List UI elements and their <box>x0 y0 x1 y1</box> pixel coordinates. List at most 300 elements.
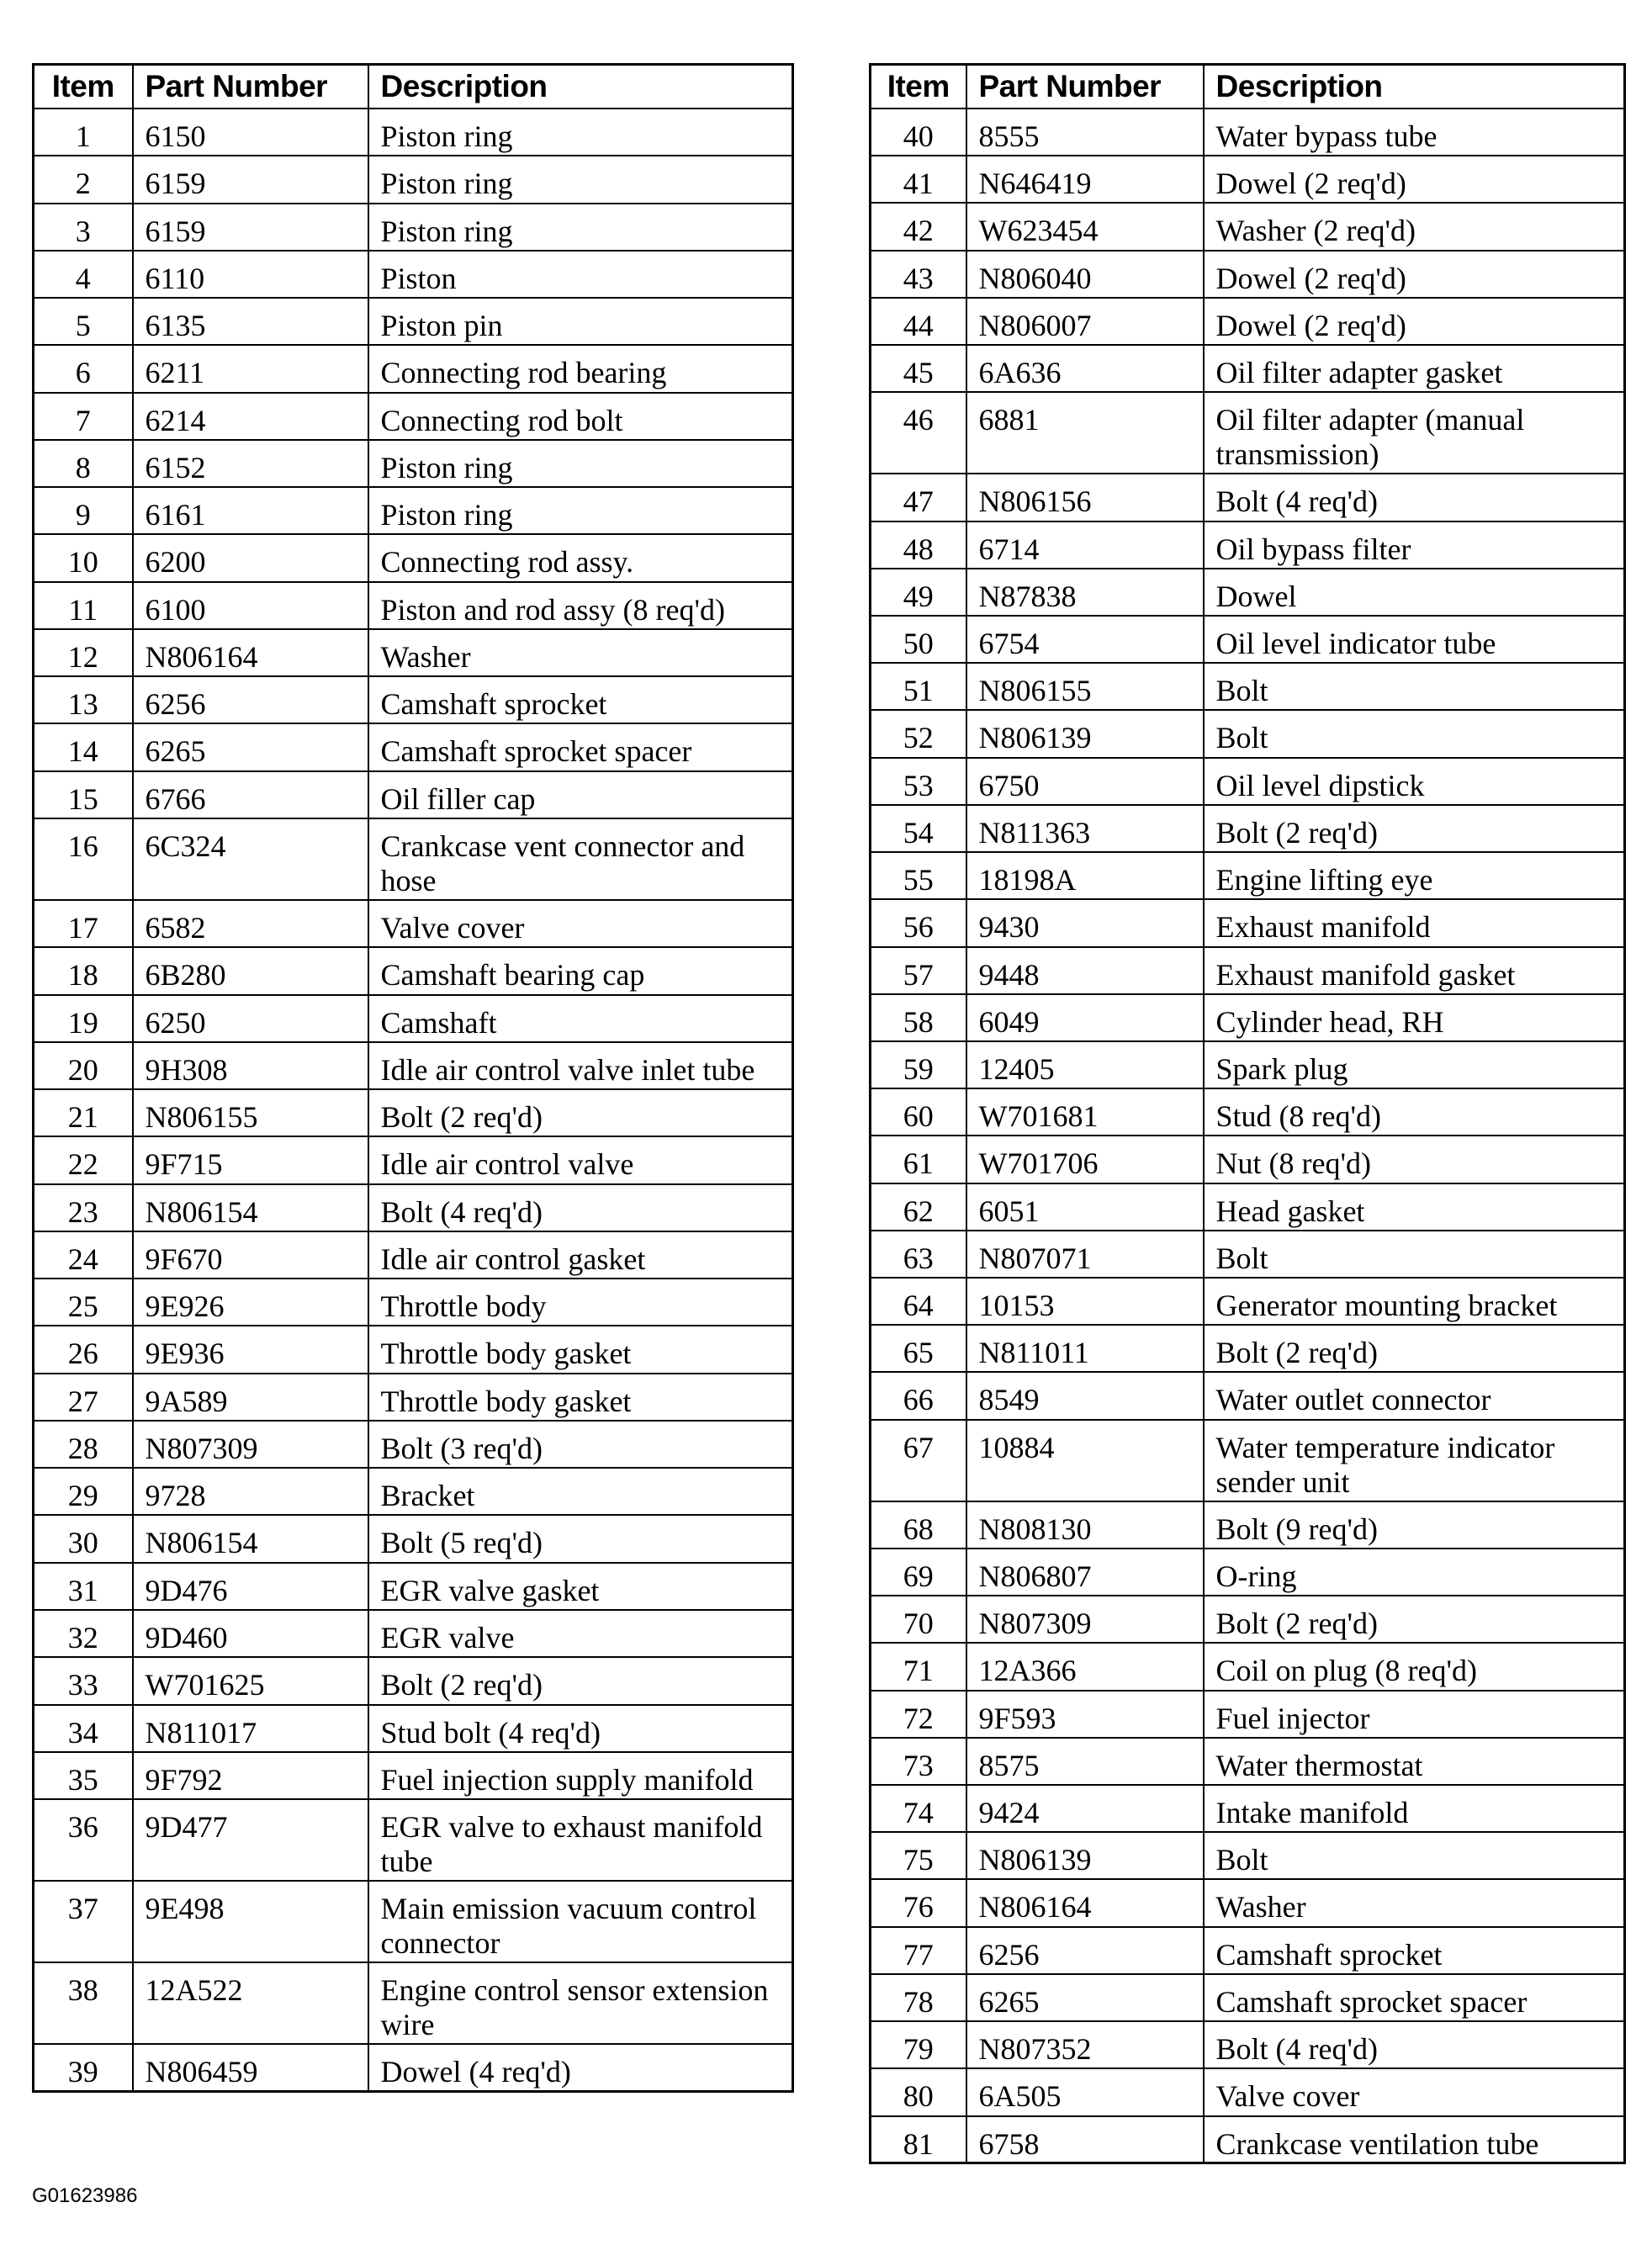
table-row <box>871 474 1625 521</box>
part-number-cell: 10153 <box>966 1278 1204 1325</box>
table-row <box>871 521 1625 569</box>
description-cell: EGR valve gasket <box>368 1563 793 1610</box>
table-row <box>871 1738 1625 1785</box>
table-row <box>871 1325 1625 1372</box>
part-number-cell: 12405 <box>966 1041 1204 1088</box>
table-row <box>34 1279 793 1326</box>
description-cell: Bolt (3 req'd) <box>368 1421 793 1468</box>
table-row <box>871 1879 1625 1926</box>
item-number-cell: 75 <box>871 1832 966 1879</box>
table-row <box>34 1468 793 1515</box>
part-number-cell: 6265 <box>133 723 368 770</box>
item-number-cell: 52 <box>871 710 966 757</box>
item-number-cell: 57 <box>871 947 966 994</box>
item-number-cell: 18 <box>34 947 133 994</box>
part-number-cell: 6049 <box>966 994 1204 1041</box>
part-number-cell: N811363 <box>966 805 1204 852</box>
table-row <box>871 947 1625 994</box>
description-cell: Camshaft bearing cap <box>368 947 793 994</box>
description-cell: Washer (2 req'd) <box>1204 203 1625 250</box>
table-row <box>34 771 793 818</box>
item-number-cell: 60 <box>871 1088 966 1136</box>
item-number-cell: 4 <box>34 251 133 298</box>
item-number-cell: 58 <box>871 994 966 1041</box>
description-cell: EGR valve <box>368 1610 793 1657</box>
description-cell: Camshaft sprocket <box>1204 1927 1625 1974</box>
table-row <box>34 582 793 629</box>
description-cell: Oil filler cap <box>368 771 793 818</box>
header-row <box>871 65 1625 109</box>
part-number-cell: 6159 <box>133 204 368 251</box>
description-cell: Water outlet connector <box>1204 1372 1625 1419</box>
description-cell: Water bypass tube <box>1204 109 1625 156</box>
description-cell: Piston ring <box>368 487 793 534</box>
part-number-cell: 6161 <box>133 487 368 534</box>
part-number-cell: 6758 <box>966 2116 1204 2163</box>
table-row <box>871 1691 1625 1738</box>
table-row <box>34 440 793 487</box>
item-number-cell: 40 <box>871 109 966 156</box>
item-number-cell: 73 <box>871 1738 966 1785</box>
part-number-cell: 6110 <box>133 251 368 298</box>
parts-table-right-body <box>871 109 1625 2163</box>
item-number-cell: 26 <box>34 1326 133 1373</box>
description-cell: Bolt (9 req'd) <box>1204 1501 1625 1549</box>
part-number-cell: 9430 <box>966 899 1204 946</box>
part-number-cell: W623454 <box>966 203 1204 250</box>
item-number-cell: 24 <box>34 1231 133 1279</box>
table-row <box>871 1183 1625 1231</box>
description-cell: Idle air control valve inlet tube <box>368 1042 793 1089</box>
item-number-cell: 27 <box>34 1374 133 1421</box>
part-number-cell: N806807 <box>966 1549 1204 1596</box>
table-row <box>34 1752 793 1799</box>
item-number-cell: 67 <box>871 1420 966 1501</box>
part-number-cell: N806154 <box>133 1515 368 1562</box>
item-number-cell: 12 <box>34 629 133 676</box>
item-number-cell: 49 <box>871 569 966 616</box>
part-number-cell: N806040 <box>966 251 1204 298</box>
table-row <box>871 1136 1625 1183</box>
item-number-cell: 69 <box>871 1549 966 1596</box>
header-item: Item <box>871 65 966 109</box>
part-number-cell: 8555 <box>966 109 1204 156</box>
item-number-cell: 45 <box>871 345 966 392</box>
table-row <box>34 345 793 392</box>
item-number-cell: 77 <box>871 1927 966 1974</box>
part-number-cell: 6766 <box>133 771 368 818</box>
part-number-cell: 6214 <box>133 393 368 440</box>
part-number-cell: N806459 <box>133 2044 368 2091</box>
table-row <box>34 1799 793 1881</box>
item-number-cell: 32 <box>34 1610 133 1657</box>
description-cell: Bolt <box>1204 1832 1625 1879</box>
part-number-cell: N806164 <box>133 629 368 676</box>
table-row <box>34 1563 793 1610</box>
table-row <box>34 393 793 440</box>
item-number-cell: 16 <box>34 818 133 900</box>
table-row <box>34 1231 793 1279</box>
description-cell: Throttle body gasket <box>368 1374 793 1421</box>
part-number-cell: 6754 <box>966 616 1204 663</box>
item-number-cell: 20 <box>34 1042 133 1089</box>
part-number-cell: 9D460 <box>133 1610 368 1657</box>
item-number-cell: 38 <box>34 1962 133 2044</box>
description-cell: Throttle body gasket <box>368 1326 793 1373</box>
description-cell: Bracket <box>368 1468 793 1515</box>
item-number-cell: 1 <box>34 109 133 156</box>
description-cell: Oil level dipstick <box>1204 758 1625 805</box>
table-row <box>34 156 793 203</box>
description-cell: Crankcase vent connector and hose <box>368 818 793 900</box>
item-number-cell: 44 <box>871 298 966 345</box>
part-number-cell: N806156 <box>966 474 1204 521</box>
item-number-cell: 72 <box>871 1691 966 1738</box>
table-row <box>34 947 793 994</box>
table-row <box>871 758 1625 805</box>
item-number-cell: 47 <box>871 474 966 521</box>
item-number-cell: 5 <box>34 298 133 345</box>
part-number-cell: W701625 <box>133 1657 368 1704</box>
description-cell: Piston <box>368 251 793 298</box>
part-number-cell: 6582 <box>133 900 368 947</box>
description-cell: Bolt (2 req'd) <box>1204 1325 1625 1372</box>
parts-table-left <box>32 63 794 2093</box>
description-cell: Idle air control valve <box>368 1136 793 1183</box>
item-number-cell: 19 <box>34 995 133 1042</box>
description-cell: Bolt (4 req'd) <box>1204 2021 1625 2068</box>
table-row <box>871 1231 1625 1278</box>
part-number-cell: 9A589 <box>133 1374 368 1421</box>
item-number-cell: 36 <box>34 1799 133 1881</box>
item-number-cell: 81 <box>871 2116 966 2163</box>
table-row <box>871 2068 1625 2115</box>
table-row <box>871 1278 1625 1325</box>
description-cell: Piston pin <box>368 298 793 345</box>
table-row <box>34 995 793 1042</box>
item-number-cell: 3 <box>34 204 133 251</box>
description-cell: O-ring <box>1204 1549 1625 1596</box>
description-cell: Camshaft <box>368 995 793 1042</box>
item-number-cell: 43 <box>871 251 966 298</box>
description-cell: Camshaft sprocket <box>368 676 793 723</box>
item-number-cell: 71 <box>871 1643 966 1690</box>
description-cell: Stud (8 req'd) <box>1204 1088 1625 1136</box>
description-cell: Idle air control gasket <box>368 1231 793 1279</box>
item-number-cell: 80 <box>871 2068 966 2115</box>
part-number-cell: 6265 <box>966 1974 1204 2021</box>
part-number-cell: N87838 <box>966 569 1204 616</box>
part-number-cell: 6051 <box>966 1183 1204 1231</box>
part-number-cell: 6256 <box>966 1927 1204 1974</box>
item-number-cell: 23 <box>34 1184 133 1231</box>
table-row <box>871 1501 1625 1549</box>
header-row <box>34 65 793 109</box>
item-number-cell: 55 <box>871 852 966 899</box>
part-number-cell: N807071 <box>966 1231 1204 1278</box>
item-number-cell: 53 <box>871 758 966 805</box>
table-row <box>871 1974 1625 2021</box>
part-number-cell: 6211 <box>133 345 368 392</box>
description-cell: Bolt (4 req'd) <box>368 1184 793 1231</box>
item-number-cell: 25 <box>34 1279 133 1326</box>
description-cell: Exhaust manifold gasket <box>1204 947 1625 994</box>
table-row <box>34 534 793 581</box>
description-cell: Piston ring <box>368 204 793 251</box>
part-number-cell: 6200 <box>133 534 368 581</box>
table-row <box>34 487 793 534</box>
description-cell: Connecting rod bolt <box>368 393 793 440</box>
part-number-cell: 9728 <box>133 1468 368 1515</box>
item-number-cell: 70 <box>871 1596 966 1643</box>
item-number-cell: 46 <box>871 392 966 474</box>
description-cell: Bolt <box>1204 663 1625 710</box>
description-cell: Connecting rod assy. <box>368 534 793 581</box>
table-row <box>871 298 1625 345</box>
table-row <box>34 298 793 345</box>
item-number-cell: 63 <box>871 1231 966 1278</box>
part-number-cell: 9D477 <box>133 1799 368 1881</box>
part-number-cell: 6100 <box>133 582 368 629</box>
description-cell: Bolt (5 req'd) <box>368 1515 793 1562</box>
description-cell: Dowel (2 req'd) <box>1204 251 1625 298</box>
part-number-cell: 9F593 <box>966 1691 1204 1738</box>
item-number-cell: 8 <box>34 440 133 487</box>
part-number-cell: 9F715 <box>133 1136 368 1183</box>
table-row <box>871 156 1625 203</box>
part-number-cell: N807352 <box>966 2021 1204 2068</box>
part-number-cell: 12A522 <box>133 1962 368 2044</box>
part-number-cell: 8575 <box>966 1738 1204 1785</box>
description-cell: Washer <box>368 629 793 676</box>
description-cell: Dowel (2 req'd) <box>1204 156 1625 203</box>
part-number-cell: 6256 <box>133 676 368 723</box>
description-cell: Bolt (2 req'd) <box>368 1089 793 1136</box>
table-row <box>34 1421 793 1468</box>
part-number-cell: 6159 <box>133 156 368 203</box>
part-number-cell: 9448 <box>966 947 1204 994</box>
item-number-cell: 50 <box>871 616 966 663</box>
description-cell: Valve cover <box>368 900 793 947</box>
description-cell: Piston ring <box>368 156 793 203</box>
table-row <box>34 1184 793 1231</box>
description-cell: Oil filter adapter gasket <box>1204 345 1625 392</box>
description-cell: Head gasket <box>1204 1183 1625 1231</box>
table-row <box>34 1657 793 1704</box>
description-cell: Engine control sensor extension wire <box>368 1962 793 2044</box>
description-cell: Oil filter adapter (manual transmission) <box>1204 392 1625 474</box>
part-number-cell: 9H308 <box>133 1042 368 1089</box>
item-number-cell: 76 <box>871 1879 966 1926</box>
table-row <box>871 2021 1625 2068</box>
parts-table-left-body <box>34 109 793 2091</box>
table-row <box>34 676 793 723</box>
part-number-cell: 9D476 <box>133 1563 368 1610</box>
table-row <box>34 1374 793 1421</box>
part-number-cell: 6750 <box>966 758 1204 805</box>
description-cell: Piston ring <box>368 440 793 487</box>
part-number-cell: N806164 <box>966 1879 1204 1926</box>
table-row <box>34 1136 793 1183</box>
part-number-cell: 18198A <box>966 852 1204 899</box>
item-number-cell: 34 <box>34 1705 133 1752</box>
table-row <box>34 629 793 676</box>
part-number-cell: 9F792 <box>133 1752 368 1799</box>
table-row <box>871 345 1625 392</box>
description-cell: Piston ring <box>368 109 793 156</box>
item-number-cell: 30 <box>34 1515 133 1562</box>
item-number-cell: 2 <box>34 156 133 203</box>
table-row <box>34 900 793 947</box>
item-number-cell: 22 <box>34 1136 133 1183</box>
item-number-cell: 56 <box>871 899 966 946</box>
table-row <box>871 805 1625 852</box>
table-row <box>34 1515 793 1562</box>
part-number-cell: N807309 <box>966 1596 1204 1643</box>
description-cell: Spark plug <box>1204 1041 1625 1088</box>
part-number-cell: 6152 <box>133 440 368 487</box>
part-number-cell: 6A505 <box>966 2068 1204 2115</box>
description-cell: Dowel <box>1204 569 1625 616</box>
item-number-cell: 15 <box>34 771 133 818</box>
part-number-cell: 9F670 <box>133 1231 368 1279</box>
part-number-cell: 12A366 <box>966 1643 1204 1690</box>
item-number-cell: 64 <box>871 1278 966 1325</box>
item-number-cell: 37 <box>34 1881 133 1962</box>
table-row <box>871 569 1625 616</box>
part-number-cell: 9E936 <box>133 1326 368 1373</box>
item-number-cell: 33 <box>34 1657 133 1704</box>
description-cell: Exhaust manifold <box>1204 899 1625 946</box>
description-cell: Bolt (2 req'd) <box>368 1657 793 1704</box>
description-cell: Throttle body <box>368 1279 793 1326</box>
description-cell: Oil level indicator tube <box>1204 616 1625 663</box>
table-row <box>34 109 793 156</box>
table-row <box>871 1596 1625 1643</box>
table-row <box>871 1643 1625 1690</box>
description-cell: Connecting rod bearing <box>368 345 793 392</box>
table-row <box>34 1881 793 1962</box>
table-row <box>871 1549 1625 1596</box>
item-number-cell: 62 <box>871 1183 966 1231</box>
table-row <box>34 818 793 900</box>
description-cell: Oil bypass filter <box>1204 521 1625 569</box>
part-number-cell: 6250 <box>133 995 368 1042</box>
part-number-cell: 6C324 <box>133 818 368 900</box>
table-row <box>871 1832 1625 1879</box>
part-number-cell: 9E926 <box>133 1279 368 1326</box>
table-row <box>871 1041 1625 1088</box>
part-number-cell: N811017 <box>133 1705 368 1752</box>
description-cell: Bolt (2 req'd) <box>1204 1596 1625 1643</box>
table-row <box>34 723 793 770</box>
item-number-cell: 14 <box>34 723 133 770</box>
item-number-cell: 51 <box>871 663 966 710</box>
part-number-cell: 6881 <box>966 392 1204 474</box>
table-row <box>871 1927 1625 1974</box>
item-number-cell: 13 <box>34 676 133 723</box>
item-number-cell: 10 <box>34 534 133 581</box>
part-number-cell: N807309 <box>133 1421 368 1468</box>
description-cell: Cylinder head, RH <box>1204 994 1625 1041</box>
table-row <box>871 1372 1625 1419</box>
item-number-cell: 48 <box>871 521 966 569</box>
description-cell: Generator mounting bracket <box>1204 1278 1625 1325</box>
item-number-cell: 35 <box>34 1752 133 1799</box>
part-number-cell: N806154 <box>133 1184 368 1231</box>
description-cell: Bolt (2 req'd) <box>1204 805 1625 852</box>
header-description: Description <box>1204 65 1625 109</box>
table-row <box>871 1420 1625 1501</box>
part-number-cell: 9424 <box>966 1785 1204 1832</box>
part-number-cell: 6150 <box>133 109 368 156</box>
item-number-cell: 54 <box>871 805 966 852</box>
item-number-cell: 59 <box>871 1041 966 1088</box>
part-number-cell: 6B280 <box>133 947 368 994</box>
part-number-cell: N806155 <box>966 663 1204 710</box>
table-row <box>34 204 793 251</box>
table-row <box>871 1088 1625 1136</box>
item-number-cell: 39 <box>34 2044 133 2091</box>
table-row <box>871 392 1625 474</box>
part-number-cell: 6135 <box>133 298 368 345</box>
item-number-cell: 68 <box>871 1501 966 1549</box>
description-cell: Coil on plug (8 req'd) <box>1204 1643 1625 1690</box>
description-cell: Dowel (4 req'd) <box>368 2044 793 2091</box>
item-number-cell: 7 <box>34 393 133 440</box>
item-number-cell: 9 <box>34 487 133 534</box>
description-cell: Stud bolt (4 req'd) <box>368 1705 793 1752</box>
description-cell: Crankcase ventilation tube <box>1204 2116 1625 2163</box>
description-cell: Washer <box>1204 1879 1625 1926</box>
table-row <box>34 1705 793 1752</box>
item-number-cell: 66 <box>871 1372 966 1419</box>
part-number-cell: 9E498 <box>133 1881 368 1962</box>
header-part-number: Part Number <box>966 65 1204 109</box>
part-number-cell: 8549 <box>966 1372 1204 1419</box>
description-cell: EGR valve to exhaust manifold tube <box>368 1799 793 1881</box>
description-cell: Camshaft sprocket spacer <box>1204 1974 1625 2021</box>
part-number-cell: 10884 <box>966 1420 1204 1501</box>
description-cell: Dowel (2 req'd) <box>1204 298 1625 345</box>
table-row <box>871 109 1625 156</box>
part-number-cell: N646419 <box>966 156 1204 203</box>
item-number-cell: 29 <box>34 1468 133 1515</box>
item-number-cell: 17 <box>34 900 133 947</box>
item-number-cell: 28 <box>34 1421 133 1468</box>
description-cell: Bolt (4 req'd) <box>1204 474 1625 521</box>
table-row <box>34 251 793 298</box>
item-number-cell: 65 <box>871 1325 966 1372</box>
table-row <box>871 616 1625 663</box>
header-description: Description <box>368 65 793 109</box>
header-item: Item <box>34 65 133 109</box>
part-number-cell: N806139 <box>966 1832 1204 1879</box>
item-number-cell: 79 <box>871 2021 966 2068</box>
table-row <box>34 2044 793 2091</box>
item-number-cell: 11 <box>34 582 133 629</box>
item-number-cell: 74 <box>871 1785 966 1832</box>
item-number-cell: 6 <box>34 345 133 392</box>
table-row <box>871 203 1625 250</box>
table-row <box>871 663 1625 710</box>
table-row <box>871 994 1625 1041</box>
description-cell: Water thermostat <box>1204 1738 1625 1785</box>
part-number-cell: N806139 <box>966 710 1204 757</box>
table-row <box>871 852 1625 899</box>
parts-table-right <box>869 63 1626 2164</box>
description-cell: Main emission vacuum control connector <box>368 1881 793 1962</box>
